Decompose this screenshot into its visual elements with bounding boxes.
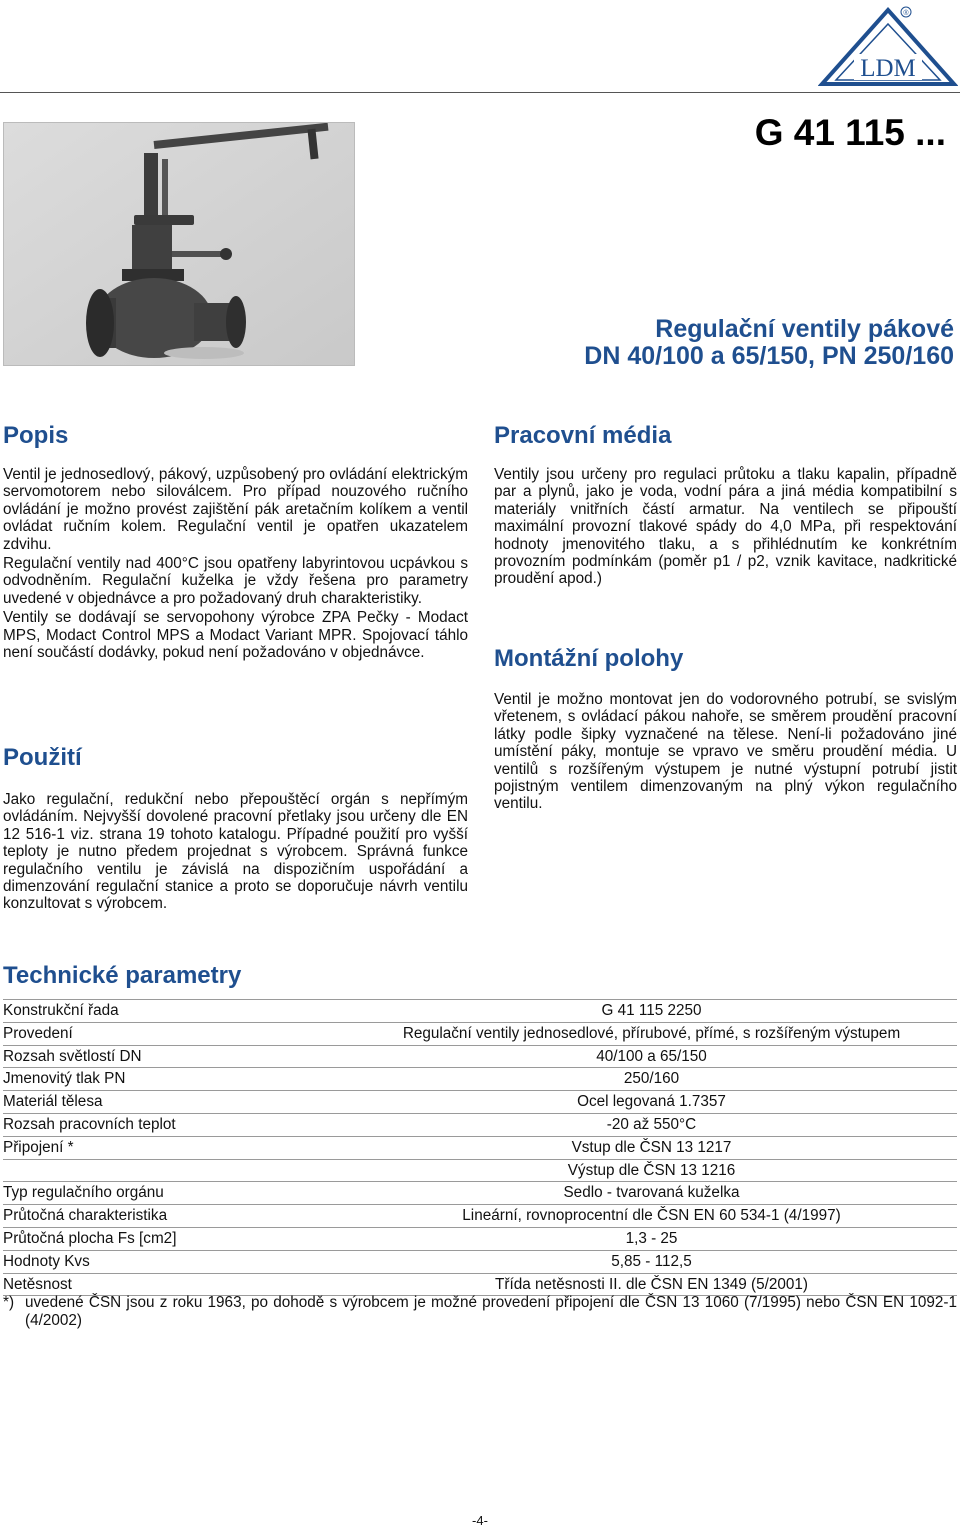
parameter-value: -20 až 550°C (346, 1113, 957, 1136)
table-row (3, 1068, 957, 1091)
parameter-name: Rozsah pracovních teplot (3, 1113, 346, 1136)
table-row (3, 1273, 957, 1296)
montaz-text (494, 691, 957, 815)
parameter-name: Typ regulačního orgánu (3, 1182, 346, 1205)
valve-photo (3, 122, 355, 366)
table-row (3, 1022, 957, 1045)
parameter-name: Průtočná plocha Fs [cm2] (3, 1227, 346, 1250)
title-line-2: DN 40/100 a 65/150, PN 250/160 (584, 342, 954, 370)
table-row (3, 1091, 957, 1114)
parameter-name: Průtočná charakteristika (3, 1205, 346, 1228)
parameter-name: Jmenovitý tlak PN (3, 1068, 346, 1091)
footnote-mark: *) (3, 1294, 15, 1311)
parameter-value: Ocel legovaná 1.7357 (346, 1091, 957, 1114)
parameter-value: Regulační ventily jednosedlové, přírubové, přímé, s rozšířeným výstupem (346, 1022, 957, 1045)
page-title (584, 316, 954, 370)
page-number: -4- (472, 1513, 488, 1528)
parameter-name: Připojení * (3, 1136, 346, 1159)
parameter-name: Konstrukční řada (3, 1000, 346, 1023)
table-row (3, 1000, 957, 1023)
parameter-name: Netěsnost (3, 1273, 346, 1296)
heading-pouziti: Použití (3, 744, 82, 771)
media-text (494, 466, 957, 590)
parameter-name: Rozsah světlostí DN (3, 1045, 346, 1068)
table-row (3, 1250, 957, 1273)
parameter-value: Třída netěsnosti II. dle ČSN EN 1349 (5/2001) (346, 1273, 957, 1296)
heading-popis: Popis (3, 422, 69, 449)
parameter-name: Provedení (3, 1022, 346, 1045)
pouziti-text (3, 791, 468, 915)
heading-montaz: Montážní polohy (494, 645, 684, 672)
parameter-value: G 41 115 2250 (346, 1000, 957, 1023)
parameter-name (3, 1159, 346, 1182)
technical-parameters-table (3, 999, 957, 1296)
svg-text:®: ® (903, 10, 909, 17)
table-row (3, 1182, 957, 1205)
popis-paragraph-3: Ventily se dodávají se servopohony výrobce ZPA Pečky - Modact MPS, Modact Control MPS a Modact Variant MPR. Spojovací táhlo není součástí dodávky, pokud není požadováno v objednávce. (3, 609, 468, 662)
parameter-value: Sedlo - tvarovaná kuželka (346, 1182, 957, 1205)
ldm-logo (818, 2, 958, 88)
parameter-value: 40/100 a 65/150 (346, 1045, 957, 1068)
product-code: G 41 115 ... (754, 112, 946, 153)
parameter-value: 1,3 - 25 (346, 1227, 957, 1250)
popis-paragraph-1: Ventil je jednosedlový, pákový, uzpůsobený pro ovládání elektrickým servomotorem nebo siloválcem. Pro případ nouzového ručního ovládání je možno provést zajištění pák aretačním kolíkem a ventil ovládat ručním kolem. Regulační ventil je opatřen ukazatelem zdvihu. (3, 466, 468, 553)
parameter-name: Hodnoty Kvs (3, 1250, 346, 1273)
media-paragraph-1: Ventily jsou určeny pro regulaci průtoku a tlaku kapalin, případně par a plynů, jako je voda, vodní pára a jiná média kompatibilní s materiály vnitřních částí armatur. Na ventilech se připouští maximální provozní tlakové spády do 4,0 MPa, při respektování hodnoty jmenovitého tlaku, a s přihlédnutím ke konkrétním provozním podmínkám (poměr p1 / p2, vznik kavitace, nadkritické proudění apod.) (494, 466, 957, 588)
svg-text:LDM: LDM (860, 55, 916, 82)
title-line-1: Regulační ventily pákové (655, 315, 954, 343)
table-row (3, 1045, 957, 1068)
parameter-value: 250/160 (346, 1068, 957, 1091)
montaz-paragraph-1: Ventil je možno montovat jen do vodorovného potrubí, se svislým vřetenem, s ovládací pákou nahoře, se směrem proudění pracovní látky podle šipky vyznačené na tělese. Není-li požadováno jiné umístění páky, montuje se vpravo ve směru proudění média. U ventilů s rozšířeným výstupem je nutné výstupní potrubí jistit pojistným ventilem dimenzovaným na plný výkon regulačního ventilu. (494, 691, 957, 813)
parameter-value: Výstup dle ČSN 13 1216 (346, 1159, 957, 1182)
table-row (3, 1136, 957, 1159)
table-row (3, 1159, 957, 1182)
table-row (3, 1227, 957, 1250)
heading-technical-parameters: Technické parametry (3, 962, 242, 989)
parameter-value: 5,85 - 112,5 (346, 1250, 957, 1273)
table-row (3, 1113, 957, 1136)
footnote (3, 1294, 957, 1329)
popis-paragraph-2: Regulační ventily nad 400°C jsou opatřeny labyrintovou ucpávkou s odvodněním. Regulační kuželka je vždy řešena pro parametry uvedené v objednávce a pro požadovaný druh charakteristiky. (3, 555, 468, 607)
parameter-value: Lineární, rovnoprocentní dle ČSN EN 60 534-1 (4/1997) (346, 1205, 957, 1228)
table-row (3, 1205, 957, 1228)
parameter-value: Vstup dle ČSN 13 1217 (346, 1136, 957, 1159)
valve-illustration (4, 123, 355, 366)
header-rule (0, 92, 960, 93)
parameter-name: Materiál tělesa (3, 1091, 346, 1114)
footnote-text: uvedené ČSN jsou z roku 1963, po dohodě s výrobcem je možné provedení připojení dle ČSN 13 1060 (7/1995) nebo ČSN EN 1092-1 (4/2002) (25, 1294, 957, 1329)
heading-media: Pracovní média (494, 422, 672, 449)
pouziti-paragraph-1: Jako regulační, redukční nebo přepouštěcí orgán s nepřímým ovládáním. Nejvyšší dovolené pracovní přetlaky jsou určeny dle EN 12 516-1 viz. strana 19 tohoto katalogu. Případné použití pro vyšší teploty je nutno předem projednat s výrobcem. Správná funkce regulačního ventilu je závislá na dispozičním uspořádání a dimenzování regulační stanice a proto se doporučuje návrh ventilu konzultovat s výrobcem. (3, 791, 468, 913)
popis-text (3, 466, 468, 663)
